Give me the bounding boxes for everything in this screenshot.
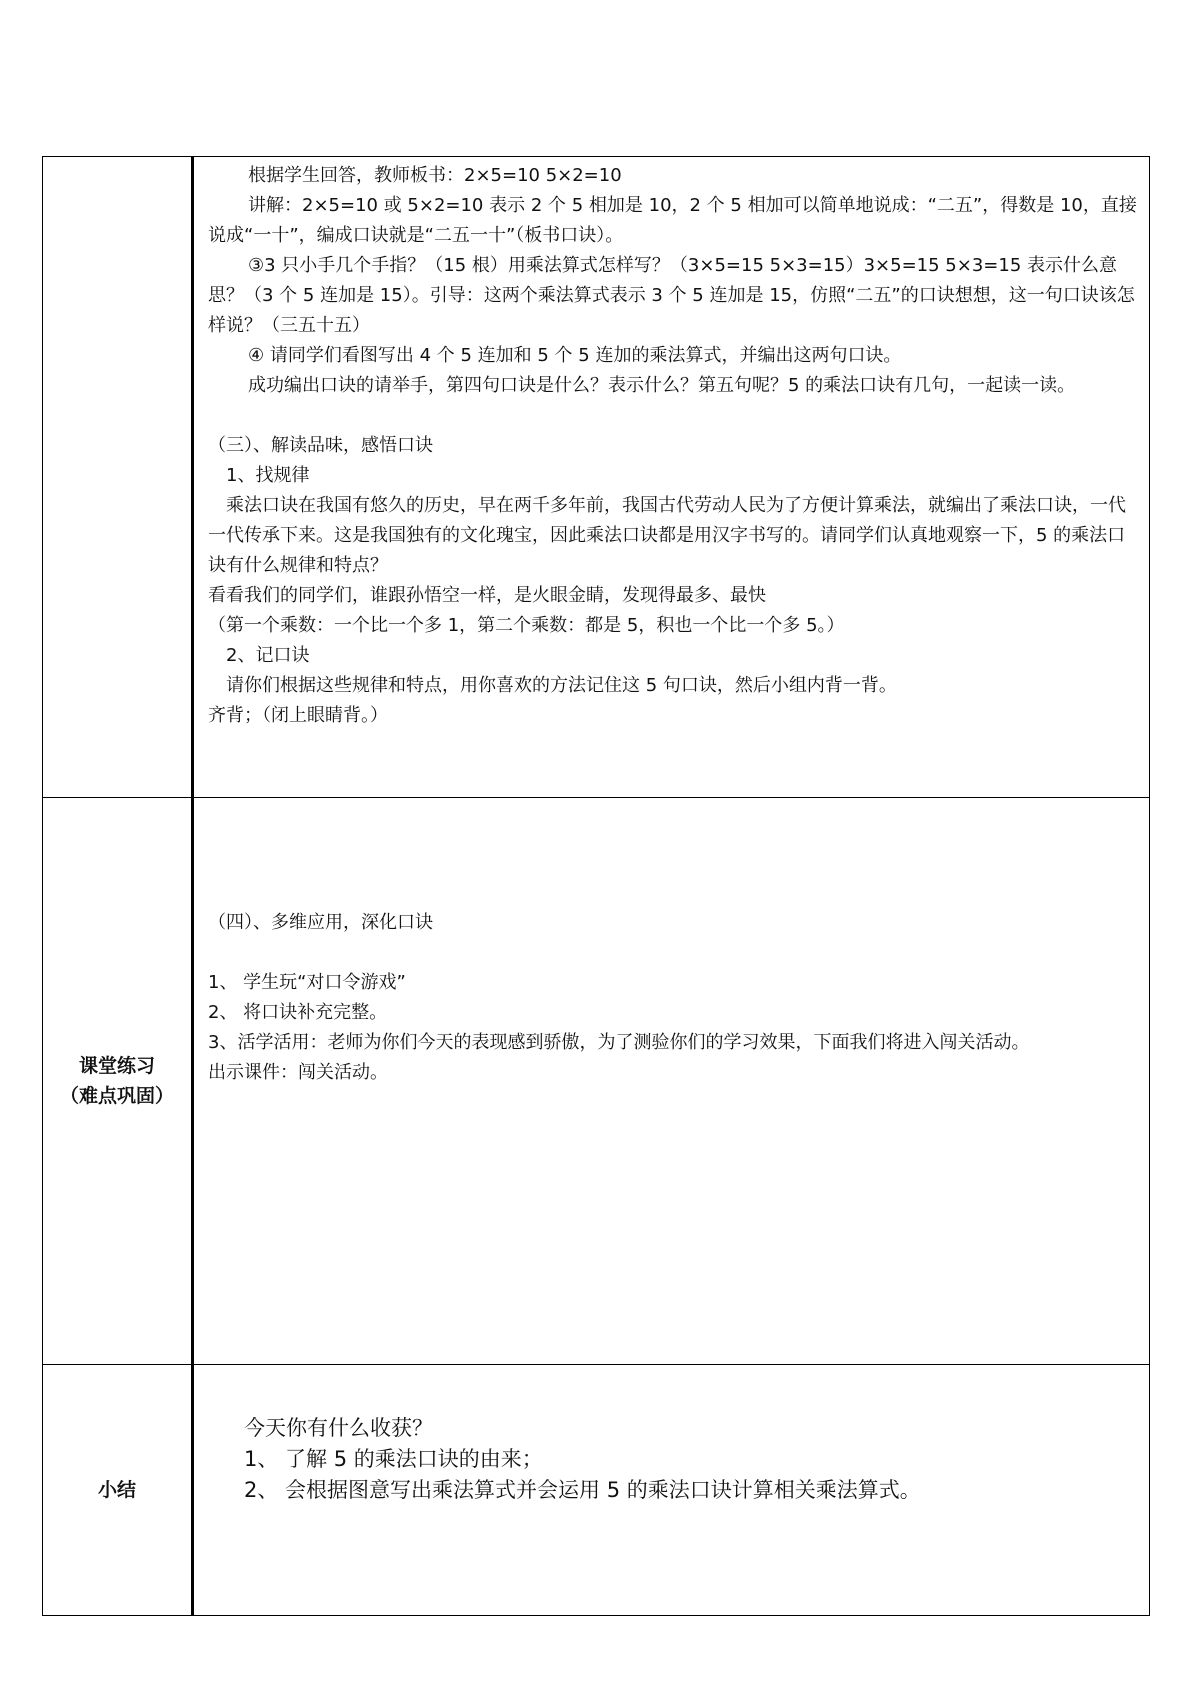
practice-show: 出示课件：闯关活动。 — [208, 1062, 388, 1083]
summary-item: 1、 了解 5 的乘法口诀的由来； — [244, 1447, 543, 1471]
practice-item: 2、 将口诀补充完整。 — [208, 1002, 388, 1023]
blank-line — [208, 401, 1139, 431]
rule-observe: 看看我们的同学们，谁跟孙悟空一样，是火眼金睛，发现得最多、最快 — [208, 585, 766, 606]
process-paragraph: 成功编出口诀的请举手，第四句口诀是什么？表示什么？第五句呢？5 的乘法口诀有几句，一起读一读。 — [248, 375, 1076, 396]
practice-label: 课堂练习 — [78, 1055, 155, 1077]
summary-item: 2、 会根据图意写出乘法算式并会运用 5 的乘法口诀计算相关乘法算式。 — [244, 1478, 921, 1502]
rule-text: 乘法口诀在我国有悠久的历史，早在两千多年前，我国古代劳动人民为了方便计算乘法，就编出了乘法口诀，一代一代传承下来。这是我国独有的文化瑰宝，因此乘法口诀都是用汉字书写的。请同学们认真地观察一下，5 的乘法口诀有什么规律和特点？ — [208, 495, 1126, 576]
rule-heading: 1、找规律 — [226, 465, 310, 486]
practice-row — [43, 798, 1150, 1365]
process-paragraph: 根据学生回答，教师板书：2×5=10 5×2=10 — [248, 165, 622, 186]
section-3-title: （三）、解读品味，感悟口诀 — [208, 435, 433, 456]
practice-content-cell — [193, 798, 1150, 1365]
process-row — [43, 157, 1150, 798]
recite-line: 齐背；（闭上眼睛背。） — [208, 705, 388, 726]
summary-label-cell — [43, 1365, 193, 1616]
process-paragraph: ④ 请同学们看图写出 4 个 5 连加和 5 个 5 连加的乘法算式，并编出这两句口诀。 — [248, 345, 902, 366]
practice-label-cell — [43, 798, 193, 1365]
process-content-cell — [193, 157, 1150, 798]
memorize-heading: 2、记口诀 — [226, 645, 310, 666]
practice-item: 3、活学活用：老师为你们今天的表现感到骄傲，为了测验你们的学习效果，下面我们将进入闯关活动。 — [208, 1032, 1030, 1053]
memorize-text: 请你们根据这些规律和特点，用你喜欢的方法记住这 5 句口诀，然后小组内背一背。 — [226, 675, 897, 696]
section-4-title: （四）、多维应用，深化口诀 — [208, 912, 433, 933]
practice-item: 1、 学生玩“对口令游戏” — [208, 972, 406, 993]
summary-content-cell — [193, 1365, 1150, 1616]
blank-line — [208, 938, 1139, 968]
process-label-cell — [43, 157, 193, 798]
lesson-plan-table — [42, 156, 1150, 1616]
process-paragraph: 讲解：2×5=10 或 5×2=10 表示 2 个 5 相加是 10，2 个 5 相加可以简单地说成：“二五”，得数是 10，直接说成“一十”，编成口诀就是“二五一十”（板书口诀）。 — [208, 195, 1137, 246]
process-paragraph: ③3 只小手几个手指？（15 根）用乘法算式怎样写？（3×5=15 5×3=15）3×5=15 5×3=15 表示什么意思？（3 个 5 连加是 15）。引导：这两个乘法算式表示 3 个 5 连加是 15，仿照“二五”的口诀想想，这一句口诀该怎样说？（三五十五） — [208, 255, 1135, 336]
summary-row — [43, 1365, 1150, 1616]
rule-answer: （第一个乘数：一个比一个多 1，第二个乘数：都是 5，积也一个比一个多 5。） — [208, 615, 845, 636]
summary-label: 小结 — [97, 1479, 136, 1501]
practice-sublabel: （难点巩固） — [59, 1085, 174, 1107]
summary-question: 今天你有什么收获？ — [244, 1416, 433, 1440]
